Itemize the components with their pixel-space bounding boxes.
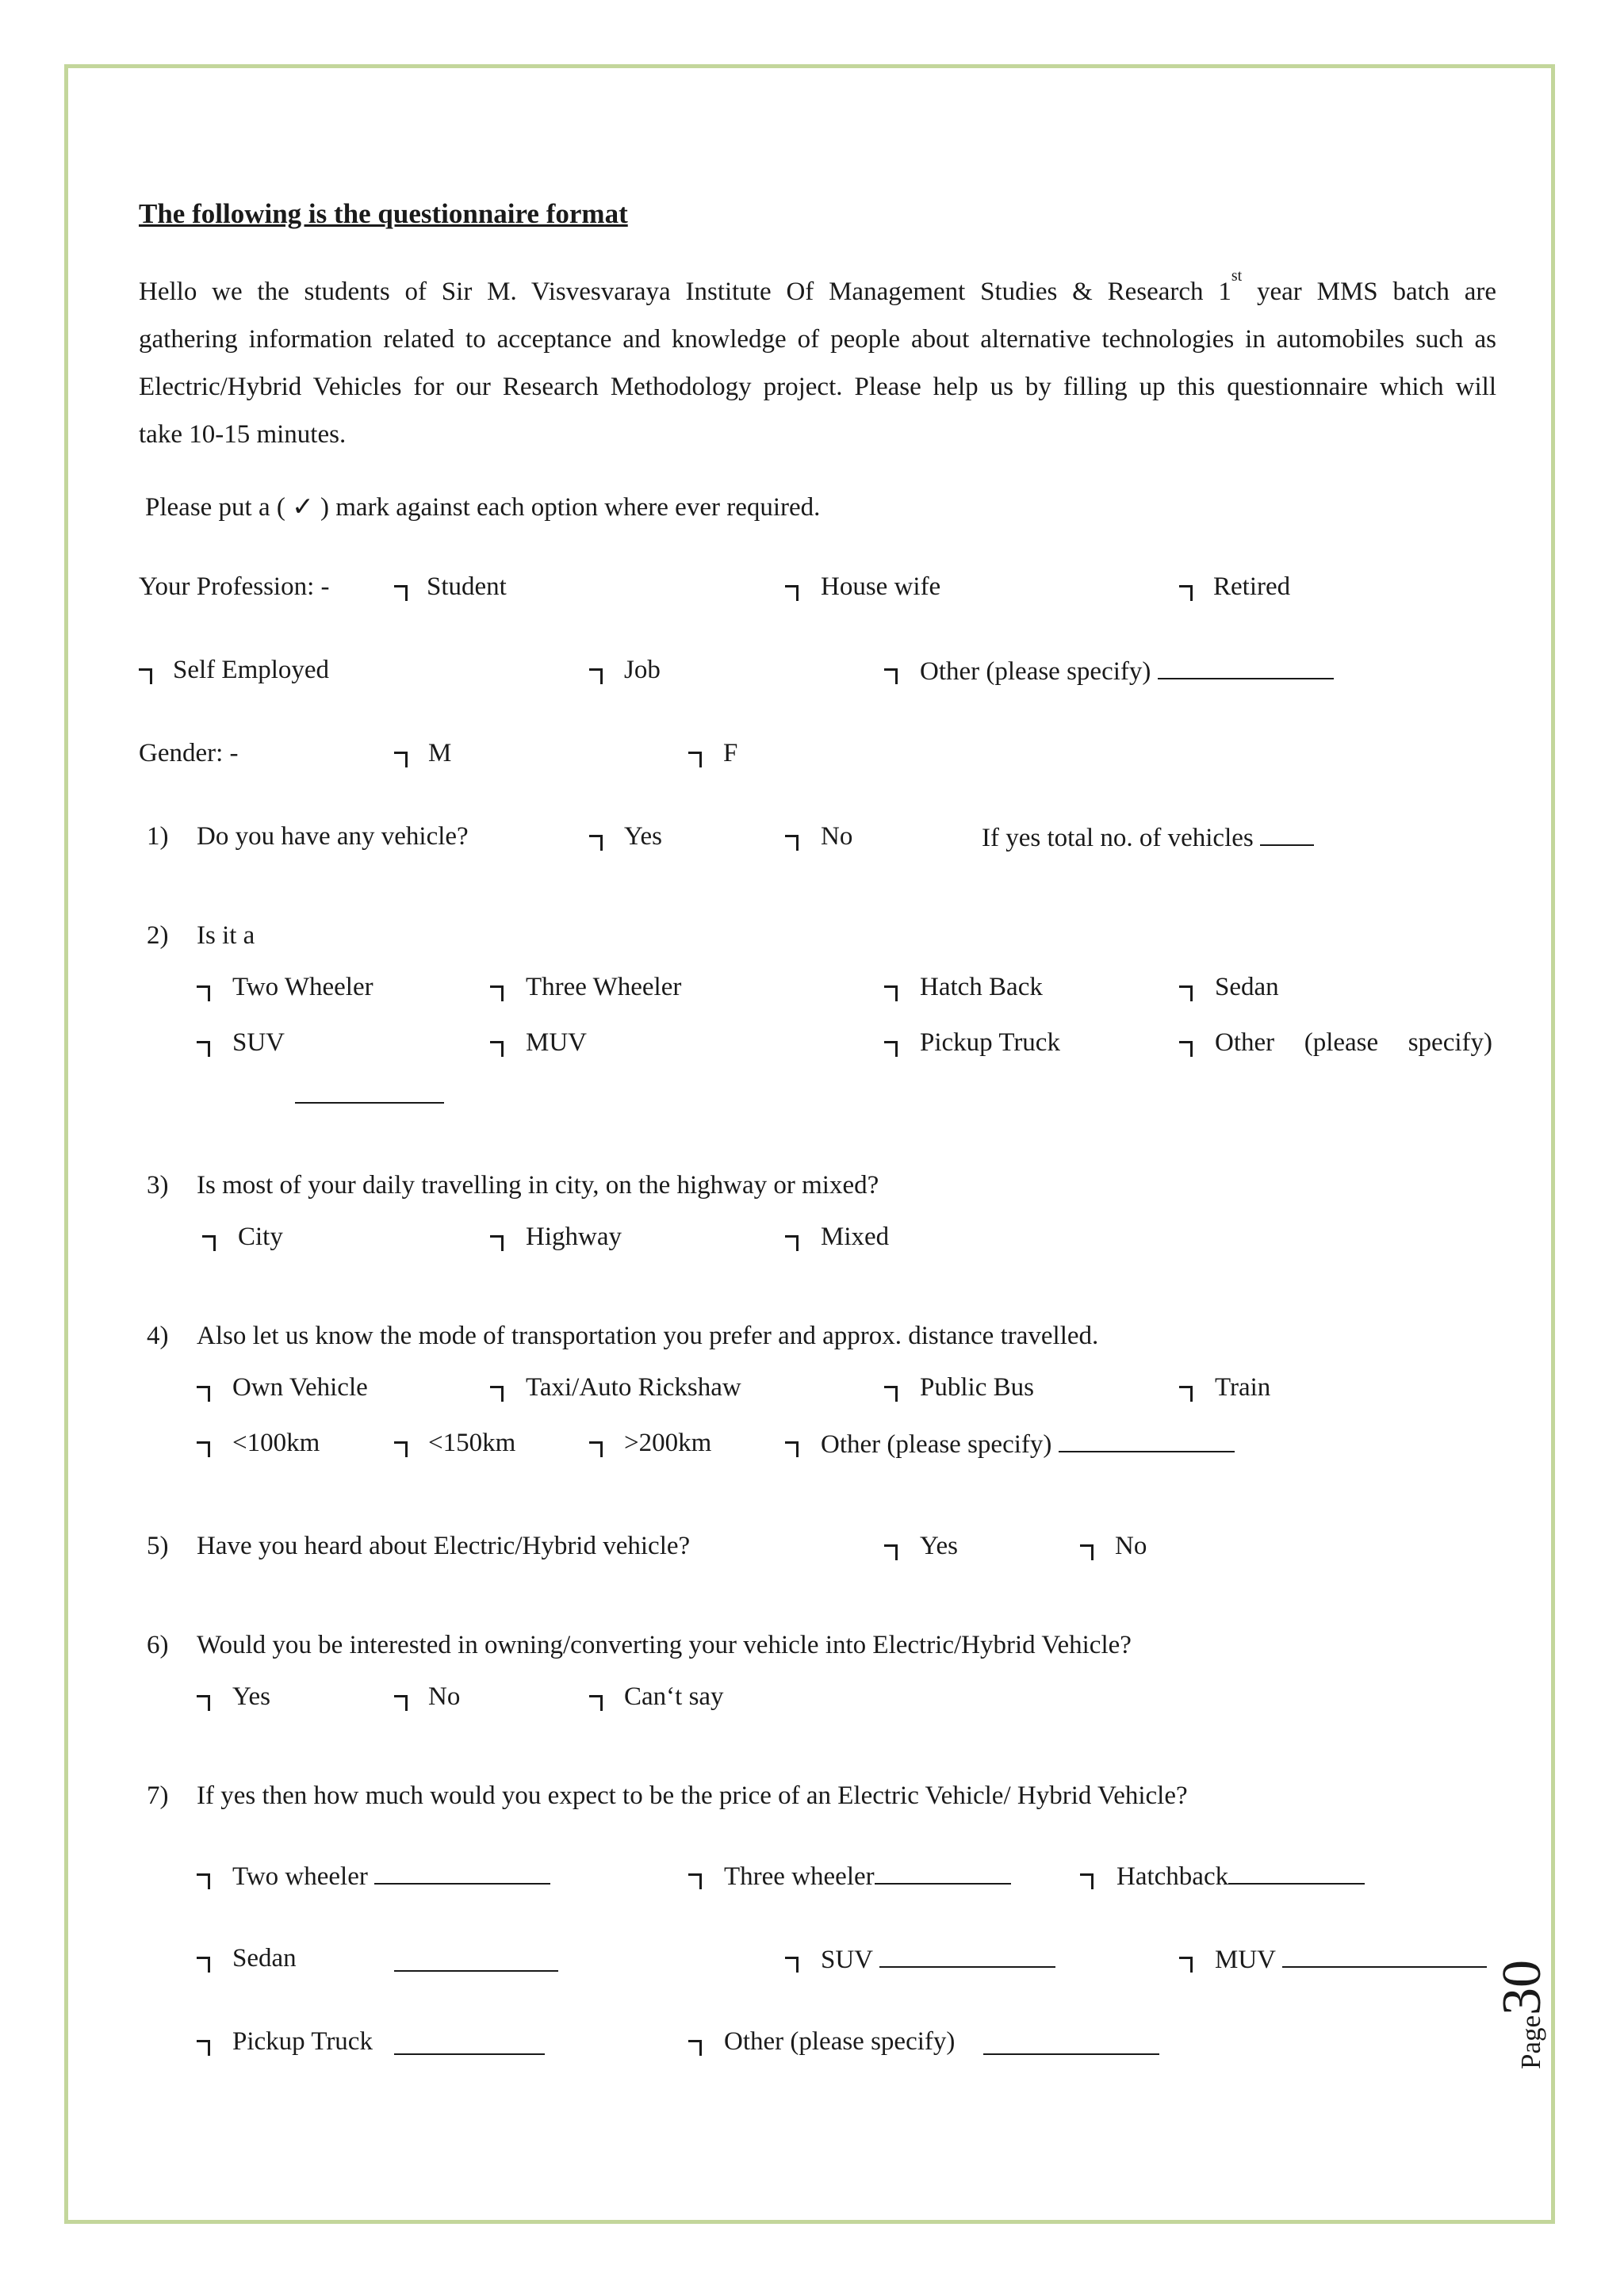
checkbox-q7-two-wheeler[interactable] <box>197 1873 213 1892</box>
q2-option-pickup-truck: Pickup Truck <box>920 1028 1060 1057</box>
q5-number: 5) <box>147 1532 169 1560</box>
checkbox-q4-gt200[interactable] <box>589 1441 605 1460</box>
q4-number: 4) <box>147 1322 169 1350</box>
q5-text: Have you heard about Electric/Hybrid vehicle? <box>197 1532 691 1560</box>
q1-number: 1) <box>147 822 169 851</box>
checkbox-job[interactable] <box>589 668 605 687</box>
checkbox-q4-train[interactable] <box>1179 1386 1195 1405</box>
checkbox-q6-yes[interactable] <box>197 1695 213 1714</box>
checkbox-q7-muv[interactable] <box>1179 1957 1195 1976</box>
checkbox-female[interactable] <box>688 752 704 771</box>
intro-line-3: Electric/Hybrid Vehicles for our Research Methodology project. Please help us by filling up this questionnaire which will <box>139 373 1496 401</box>
q4-text: Also let us know the mode of transportation you prefer and approx. distance travelled. <box>197 1322 1099 1350</box>
q1-option-no: No <box>821 822 853 851</box>
gender-label: Gender: - <box>139 739 239 767</box>
page-number <box>1491 1960 1554 2069</box>
q6-number: 6) <box>147 1631 169 1659</box>
checkbox-q2-other[interactable] <box>1179 1041 1195 1060</box>
checkbox-q7-hatchback[interactable] <box>1080 1873 1096 1892</box>
checkbox-q6-no[interactable] <box>394 1695 410 1714</box>
q7-option-three-wheeler: Three wheeler <box>724 1859 1011 1892</box>
q1-option-yes: Yes <box>624 822 663 851</box>
checkbox-q7-suv[interactable] <box>785 1957 801 1976</box>
checkbox-q3-highway[interactable] <box>490 1235 506 1254</box>
q3-number: 3) <box>147 1171 169 1200</box>
q3-option-highway: Highway <box>526 1223 622 1251</box>
q1-vehicle-count: If yes total no. of vehicles <box>982 821 1314 854</box>
checkbox-male[interactable] <box>394 752 410 771</box>
q7-sedan-blank[interactable] <box>394 1946 558 1972</box>
intro-line-4: take 10-15 minutes. <box>139 420 347 449</box>
checkbox-q2-muv[interactable] <box>490 1041 506 1060</box>
checkbox-q7-three-wheeler[interactable] <box>688 1873 704 1892</box>
checkbox-q2-suv[interactable] <box>197 1041 213 1060</box>
option-student: Student <box>427 572 507 601</box>
q7-option-sedan: Sedan <box>232 1944 297 1973</box>
q1-text: Do you have any vehicle? <box>197 822 469 851</box>
checkbox-q2-two-wheeler[interactable] <box>197 985 213 1004</box>
q2-option-sedan: Sedan <box>1215 973 1279 1001</box>
q2-option-suv: SUV <box>232 1028 285 1057</box>
checkbox-q1-no[interactable] <box>785 835 801 854</box>
option-retired: Retired <box>1213 572 1291 601</box>
q7-hatchback-blank[interactable] <box>1228 1859 1365 1885</box>
q6-text: Would you be interested in owning/converting your vehicle into Electric/Hybrid Vehicle? <box>197 1631 1132 1659</box>
q5-option-yes: Yes <box>920 1532 959 1560</box>
option-house-wife: House wife <box>821 572 941 601</box>
page-label: Page <box>1515 2015 1546 2069</box>
q3-text: Is most of your daily travelling in city, on the highway or mixed? <box>197 1171 879 1200</box>
q4-option-other: Other (please specify) <box>821 1427 1235 1460</box>
intro-line-1: Hello we the students of Sir M. Visvesvaraya Institute Of Management Studies & Research 1st year MMS batch are <box>139 267 1496 306</box>
option-job: Job <box>624 656 661 684</box>
page-number-wrapper <box>1491 1959 1553 2077</box>
q6-option-cant-say: Can‘t say <box>624 1682 724 1711</box>
checkbox-retired[interactable] <box>1179 585 1195 604</box>
checkbox-q2-hatch-back[interactable] <box>884 985 900 1004</box>
q6-option-no: No <box>428 1682 461 1711</box>
intro-line-2: gathering information related to acceptance and knowledge of people about alternative technologies in automobiles such as <box>139 325 1496 354</box>
checkbox-q4-lt100[interactable] <box>197 1441 213 1460</box>
q7-option-other: Other (please specify) <box>724 2027 956 2056</box>
q5-option-no: No <box>1115 1532 1147 1560</box>
checkbox-q5-no[interactable] <box>1080 1544 1096 1563</box>
q7-option-muv: MUV <box>1215 1942 1487 1976</box>
q7-number: 7) <box>147 1781 169 1810</box>
checkbox-q5-yes[interactable] <box>884 1544 900 1563</box>
checkbox-q6-cant-say[interactable] <box>589 1695 605 1714</box>
checkbox-q7-pickup-truck[interactable] <box>197 2040 213 2059</box>
q4-other-blank[interactable] <box>1059 1427 1235 1452</box>
q2-text: Is it a <box>197 921 255 950</box>
checkbox-q7-other[interactable] <box>688 2040 704 2059</box>
checkbox-q3-city[interactable] <box>202 1235 218 1254</box>
q2-option-other: Other (please specify) <box>1215 1028 1492 1057</box>
page-number-value: 30 <box>1492 1959 1553 2015</box>
checkbox-q4-other[interactable] <box>785 1441 801 1460</box>
option-profession-other: Other (please specify) <box>920 654 1334 687</box>
q7-pickup-truck-blank[interactable] <box>394 2030 545 2055</box>
checkbox-q3-mixed[interactable] <box>785 1235 801 1254</box>
page-heading: The following is the questionnaire format <box>139 198 628 229</box>
q7-three-wheeler-blank[interactable] <box>875 1859 1011 1885</box>
q4-option-lt150: <150km <box>428 1429 516 1457</box>
q4-option-own-vehicle: Own Vehicle <box>232 1373 368 1402</box>
q2-option-three-wheeler: Three Wheeler <box>526 973 682 1001</box>
q7-suv-blank[interactable] <box>879 1942 1055 1968</box>
q7-other-blank[interactable] <box>983 2030 1159 2055</box>
checkbox-q4-public-bus[interactable] <box>884 1386 900 1405</box>
option-female: F <box>723 739 738 767</box>
q6-option-yes: Yes <box>232 1682 271 1711</box>
checkbox-q2-pickup-truck[interactable] <box>884 1041 900 1060</box>
q7-option-hatchback: Hatchback <box>1116 1859 1365 1892</box>
q1-vehicle-count-blank[interactable] <box>1260 821 1314 846</box>
instruction-text: Please put a ( ✓ ) mark against each option where ever required. <box>145 493 821 522</box>
checkbox-q4-own-vehicle[interactable] <box>197 1386 213 1405</box>
profession-other-blank[interactable] <box>1158 654 1334 679</box>
q7-option-suv: SUV <box>821 1942 1055 1976</box>
option-male: M <box>428 739 452 767</box>
checkbox-q4-lt150[interactable] <box>394 1441 410 1460</box>
option-self-employed: Self Employed <box>173 656 330 684</box>
q7-option-pickup-truck: Pickup Truck <box>232 2027 373 2056</box>
profession-label: Your Profession: - <box>139 572 330 601</box>
q7-text: If yes then how much would you expect to be the price of an Electric Vehicle/ Hybrid Vehicle? <box>197 1781 1188 1810</box>
q4-option-lt100: <100km <box>232 1429 320 1457</box>
checkbox-q2-three-wheeler[interactable] <box>490 985 506 1004</box>
q2-option-two-wheeler: Two Wheeler <box>232 973 373 1001</box>
q3-option-city: City <box>238 1223 283 1251</box>
q7-two-wheeler-blank[interactable] <box>374 1859 550 1885</box>
checkbox-house-wife[interactable] <box>785 585 801 604</box>
checkbox-self-employed[interactable] <box>139 668 155 687</box>
q2-number: 2) <box>147 921 169 950</box>
checkbox-q7-sedan[interactable] <box>197 1957 213 1976</box>
q4-option-train: Train <box>1215 1373 1271 1402</box>
q4-option-gt200: >200km <box>624 1429 712 1457</box>
checkbox-q4-taxi[interactable] <box>490 1386 506 1405</box>
checkbox-student[interactable] <box>394 585 410 604</box>
checkbox-profession-other[interactable] <box>884 668 900 687</box>
q7-option-two-wheeler: Two wheeler <box>232 1859 550 1892</box>
q2-option-hatch-back: Hatch Back <box>920 973 1043 1001</box>
q3-option-mixed: Mixed <box>821 1223 890 1251</box>
q2-option-muv: MUV <box>526 1028 588 1057</box>
checkbox-q2-sedan[interactable] <box>1179 985 1195 1004</box>
checkbox-q1-yes[interactable] <box>589 835 605 854</box>
q4-option-public-bus: Public Bus <box>920 1373 1034 1402</box>
q2-other-blank[interactable] <box>295 1078 444 1104</box>
intro-paragraph <box>139 268 1496 458</box>
q7-muv-blank[interactable] <box>1282 1942 1487 1968</box>
q4-option-taxi: Taxi/Auto Rickshaw <box>526 1373 741 1402</box>
